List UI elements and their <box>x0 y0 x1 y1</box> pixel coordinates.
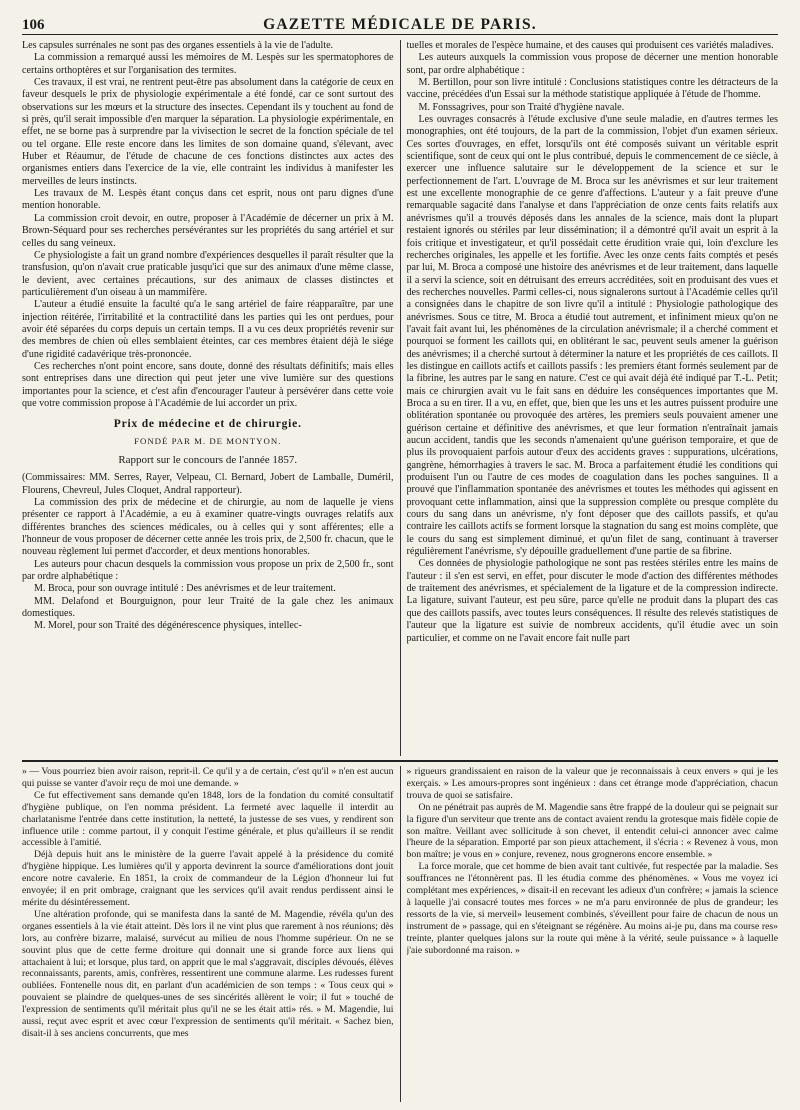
paragraph: » rigueurs grandissaient en raison de la valeur que je reconnaissais à ceux envers » qui je les exerçais. » Les amours-propres sont ingénieux : dans cet étrange mode d'appréciation, chacun trouva de quoi se satisfaire. <box>406 766 778 801</box>
paragraph: tuelles et morales de l'espèce humaine, et des causes qui produisent ces variétés maladives. <box>406 40 774 51</box>
journal-title: GAZETTE MÉDICALE DE PARIS. <box>263 16 537 33</box>
lower-section <box>22 766 778 1102</box>
page-header <box>22 10 778 35</box>
paragraph: Les auteurs pour chacun desquels la commission vous propose un prix de 2,500 fr., sont par ordre alphabétique : <box>22 558 394 583</box>
upper-left-column <box>22 40 394 756</box>
paragraph: M. Fonssagrives, pour son Traité d'hygiène navale. <box>418 101 625 113</box>
paragraph: Ces données de physiologie pathologique ne sont pas restées stériles entre les mains de l'auteur : il s'en est servi, en effet, pour discuter le mode d'action des différentes méthodes de traitement des anévrismes, et spécialement de la ligature et de la compression indirecte. La ligature, suivant l'auteur, est peu sûre, parce qu'elle ne produit dans la plupart des cas que des caillots passifs, avec toutes leurs conséquences. Il résulte des relevés statistiques de l'auteur que la ligature est suivie de nombreux accidents, qu'il étudie avec un soin particulier, et comme on ne l'avait encore fait nulle part <box>406 558 778 644</box>
column-rule <box>400 766 401 1102</box>
paragraph: M. Bertillon, pour son livre intitulé : Conclusions statistiques contre les détracteurs de la vaccine, précédées d'un Essai sur la méthode statistique appliquée à l'étude de l'homme. <box>406 77 778 101</box>
paragraph: M. Broca, pour son ouvrage intitulé : Des anévrismes et de leur traitement. <box>34 583 336 595</box>
paragraph: M. Morel, pour son Traité des dégénérescence physiques, intellec- <box>34 620 302 632</box>
paragraph: L'auteur a étudié ensuite la faculté qu'a le sang artériel de faire réapparaître, par une injection réitérée, l'irritabilité et la contractilité dans les parties qui les ont perdues, pour avoir été séparées du corps depuis un certain temps. Il a vu ces deux propriétés revenir sur des membres de chien où elles semblaient éteintes, car ces membres étaient déjà le siége d'une rigidité cadavérique très-prononcée. <box>22 299 394 360</box>
page-number: 106 <box>22 17 45 33</box>
paragraph: Une altération profonde, qui se manifesta dans la santé de M. Magendie, révéla qu'un des organes essentiels à la vie était atteint. Dès lors il ne vint plus que rarement à nos réunions; dès lors, au confrère bizarre, malaisé, survécut au milieu de nous l'homme supérieur. On ne se souvint plus que de cette ferme droiture qui donnait une si grande force aux liens qui attachaient à lui; et lorsque, plus tard, on apprit que le mal s'aggravait, disciples dévoués, élèves reconnaissants, parents, amis, confrères, ressentirent une commune alarme. Les rudesses furent oubliées. Fontenelle nous dit, en parlant d'un académicien de son temps : « Tous ceux qui » pouvaient se plaindre de quelques-unes de ses sincérités allèrent le voir; il fut » touché de l'expression de sentiments qu'il méritait plus qu'il ne se les était atti» rés. » M. Magendie, lui aussi, reçut avec esprit et avec cœur l'expression de sentiments qu'il méritait. « Sachez bien, disait-il à ses anciens concurrents, que mes <box>22 908 394 1039</box>
column-rule <box>400 40 401 756</box>
lower-left-column <box>22 766 394 1102</box>
paragraph: Les auteurs auxquels la commission vous propose de décerner une mention honorable sont, par ordre alphabétique : <box>406 52 778 76</box>
section-heading: Prix de médecine et de chirurgie. <box>113 418 302 431</box>
paragraph: » — Vous pourriez bien avoir raison, reprit-il. Ce qu'il y a de certain, c'est qu'il » n'en est aucun qui puisse se vanter d'avoir reçu de moi une demande. » <box>22 766 394 789</box>
paragraph: Les capsules surrénales ne sont pas des organes essentiels à la vie de l'adulte. <box>22 40 334 51</box>
paragraph: MM. Delafond et Bourguignon, pour leur Traité de la gale chez les animaux domestiques. <box>22 595 394 620</box>
paragraph: La force morale, que cet homme de bien avait tant cultivée, fut respectée par la maladie. Ses souffrances ne l'étonnèrent pas. Il les étudia comme des phénomènes. « Vous me voyez ici complétant mes expériences, » disait-il en recevant les adieux d'un confrère; « jamais la science à laquelle j'ai consacré toutes mes forces » ne m'a paru environnée de plus de grandeur; les ressorts de la vie, si merveil» leusement combinés, s'éveillent pour faire de chacun de nous un instrument de » passage, qui en s'éteignant se régénère. Au moins ai-je pu, dans ma course res» treinte, planter quelques jalons sur la route qui mène à la vérité, seule puissance » à laquelle j'aie subordonné ma raison. » <box>406 861 778 956</box>
founded-by: FONDÉ PAR M. DE MONTYON. <box>134 436 282 447</box>
paragraph: Déjà depuis huit ans le ministère de la guerre l'avait appelé à la présidence du comité d'hygiène hippique. Les lumières qu'il y apporta devinrent la source d'améliorations dont jouit encore notre cavalerie. En 1851, la croix de commandeur de la Légion d'honneur lui fut envoyée; il en prit ombrage, craignant que les services qu'il avait rendus perdissent ainsi le mérite du désintéressement. <box>22 849 394 908</box>
paragraph: Ces travaux, il est vrai, ne rentrent peut-être pas absolument dans la catégorie de ceux en faveur desquels le prix de physiologie expérimentale a été fondé, car ce sont surtout des observations sur les mœurs et la structure des insectes. Cependant ils y touchent au fond de si près, qu'il serait impossible d'en marquer la séparation. La physiologie expérimentale, en effet, ne se borne pas à surprendre par la vivisection le secret de la fonction spéciale de tel ou tel organe. Elle reste encore dans les limites de son domaine quand, s'élevant, avec Huber et Réaumur, de l'étude de chacune de ces fonctions distinctes aux actes des organismes entiers dans l'exercice de la vie, elle contraint les individus à manifester les merveilles de leurs instincts. <box>22 77 394 187</box>
paragraph: (Commissaires: MM. Serres, Rayer, Velpeau, Cl. Bernard, Jobert de Lamballe, Duméril, Flourens, Chevreul, Jules Cloquet, Andral rapporteur). <box>22 472 394 496</box>
paragraph: Ce fut effectivement sans demande qu'en 1848, lors de la fondation du comité consultatif d'hygiène publique, on l'en nomma président. La fermeté avec laquelle il interdit au charlatanisme l'entrée dans cette institution, la netteté, la justesse de ses vues, y rendirent son influence utile : comme partout, il y conquit l'estime générale, et plus qu'ailleurs il se rendit accessible à l'amitié. <box>22 789 394 849</box>
paragraph: Ce physiologiste a fait un grand nombre d'expériences desquelles il paraît résulter que la transfusion, qu'on n'avait crue praticable jusqu'ici que sur des animaux d'une même classe, le devient, avec certaines précautions, sur des animaux de classes distinctes et particulièrement d'un oiseau à un mammifère. <box>22 249 394 298</box>
upper-section <box>22 40 778 756</box>
lower-right-column <box>407 766 779 1102</box>
report-title: Rapport sur le concours de l'année 1857. <box>118 454 298 467</box>
paragraph: Les ouvrages consacrés à l'étude exclusive d'une seule maladie, en d'autres termes les monographies, ont été toujours, de la part de la commission, l'objet d'un examen sérieux. Ces sortes d'ouvrages, en effet, lorsqu'ils ont été composés suivant un véritable esprit scientifique, sont de ceux qui ont le plus contribué, depuis le commencement de ce siècle, à exercer une influence salutaire sur le développement de la science et sur le perfectionnement de l'art. L'ouvrage de M. Broca sur les anévrismes et sur leur traitement est une excellente monographie de ce genre d'affections. L'auteur y a fait preuve d'une remarquable sagacité dans l'analyse et dans l'appréciation de onze cents faits relatifs aux anévrismes qu'il a trouvés déposés dans les annales de la science, mais dont la plupart restaient ignorés ou stériles par leur dissémination; il a démontré qu'il avait un esprit à la fois critique et investigateur, et qu'il possédait cette érudition vraie qui, loin d'exclure les recherches originales, les appelle et les fortifie. Avec les onze cents faits comptés et pesés par lui, M. Broca a composé une histoire des anévrismes et de leur traitement, dans laquelle il a servi la science, soit en détruisant des erreurs accréditées, soit en produisant des vues et des recherches nouvelles. Parmi celles-ci, nous signalerons surtout à l'Académie celles qu'il a consignées dans le chapitre de son livre qu'il a intitulé : Physiologie pathologique des anévrismes. Sous ce titre, M. Broca a étudié tout autrement, et infiniment mieux qu'on ne l'avait fait avant lui, les phénomènes de la circulation anévrismale; il a cherché comment et pourquoi se forment les caillots qui, en oblitérant le sac, peuvent seuls amener la guérison des anévrismes; il a cherché surtout à déterminer la nature et les propriétés de ces caillots. Il les distingue en caillots actifs et caillots passifs : les premiers étant formés seulement par de la fibrine, les autres par le sang en nature. C'est ce qui avait déjà été indiqué par T.-L. Petit; mais ce chirurgien avait vu le fait sans en déduire les conséquences importantes que M. Broca a su en tirer. Il a vu, en effet, que, bien que les uns et les autres puissent produire une oblitération spontanée ou provoquée des artères, les premiers seuls pouvaient amener une guérison certaine et définitive des anévrismes, et que leur formation n'entraînait jamais aucun accident, tandis que les seconds n'amenaient qu'une guérison temporaire, et que de plus ils provoquaient parfois autour d'eux des accidents graves : suppurations, ulcérations, gangrène, hémorrhagies à travers le sac. M. Broca a parfaitement étudié les conditions qui produisent l'un ou l'autre de ces modes de coagulation dans les poches sanguines. Il a prouvé que l'inflammation spontanée des anévrismes et toutes les méthodes qui agissent en provoquant cette inflammation, ainsi que la suppression complète ou presque complète du cours du sang dans un anévrisme, n'y font déposer que des caillots passifs, et qu'au contraire les caillots actifs se forment lorsque la stagnation du sang est moins complète, que le cours du sang est simplement diminué, et qu'un filet de sang, continuant à traverser régulièrement l'anévrisme, s'y dépouille graduellement d'une partie de sa fibrine. <box>406 114 778 558</box>
paragraph: Les travaux de M. Lespès étant conçus dans cet esprit, nous ont paru dignes d'une mention honorable. <box>22 188 394 212</box>
paragraph: Ces recherches n'ont point encore, sans doute, donné des résultats définitifs; mais elles sont entreprises dans une direction qui peut jeter une vive lumière sur des questions importantes pour la science, et c'est afin d'encourager l'auteur à persévérer dans cette voie que votre commission propose à l'Académie de lui accorder un prix. <box>22 360 394 409</box>
paragraph: La commission croit devoir, en outre, proposer à l'Académie de décerner un prix à M. Brown-Séquard pour ses recherches persévérantes sur les propriétés du sang artériel et sur celles du sang veineux. <box>22 212 394 249</box>
paragraph: La commission a remarqué aussi les mémoires de M. Lespès sur les spermatophores de certains orthoptères et sur l'organisation des termites. <box>22 52 394 76</box>
paragraph: On ne pénétrait pas auprès de M. Magendie sans être frappé de la douleur qui se peignait sur la figure d'un serviteur que trente ans de contact avaient rendu la grotesque mais fidèle copie de son maître. Veillant avec sollicitude à son chevet, il entendit celui-ci annoncer avec calme l'heure de la séparation. Emporté par son pieux attachement, il s'écria : « Revenez à vous, mon bon maître; je vous en » conjure, revenez, nous grognerons encore ensemble. » <box>406 801 778 861</box>
paragraph: La commission des prix de médecine et de chirurgie, au nom de laquelle je viens présenter ce rapport à l'Académie, a eu à examiner quatre-vingts ouvrages relatifs aux différentes branches des sciences médicales, ou à celles qui y sont afférentes; elle a l'honneur de vous proposer de décerner cette année les trois prix, de 2,500 fr. chacun, que le nouveau règlement lui permet d'accorder, et deux mentions honorables. <box>22 497 394 558</box>
section-divider <box>22 760 778 762</box>
upper-right-column <box>407 40 779 756</box>
